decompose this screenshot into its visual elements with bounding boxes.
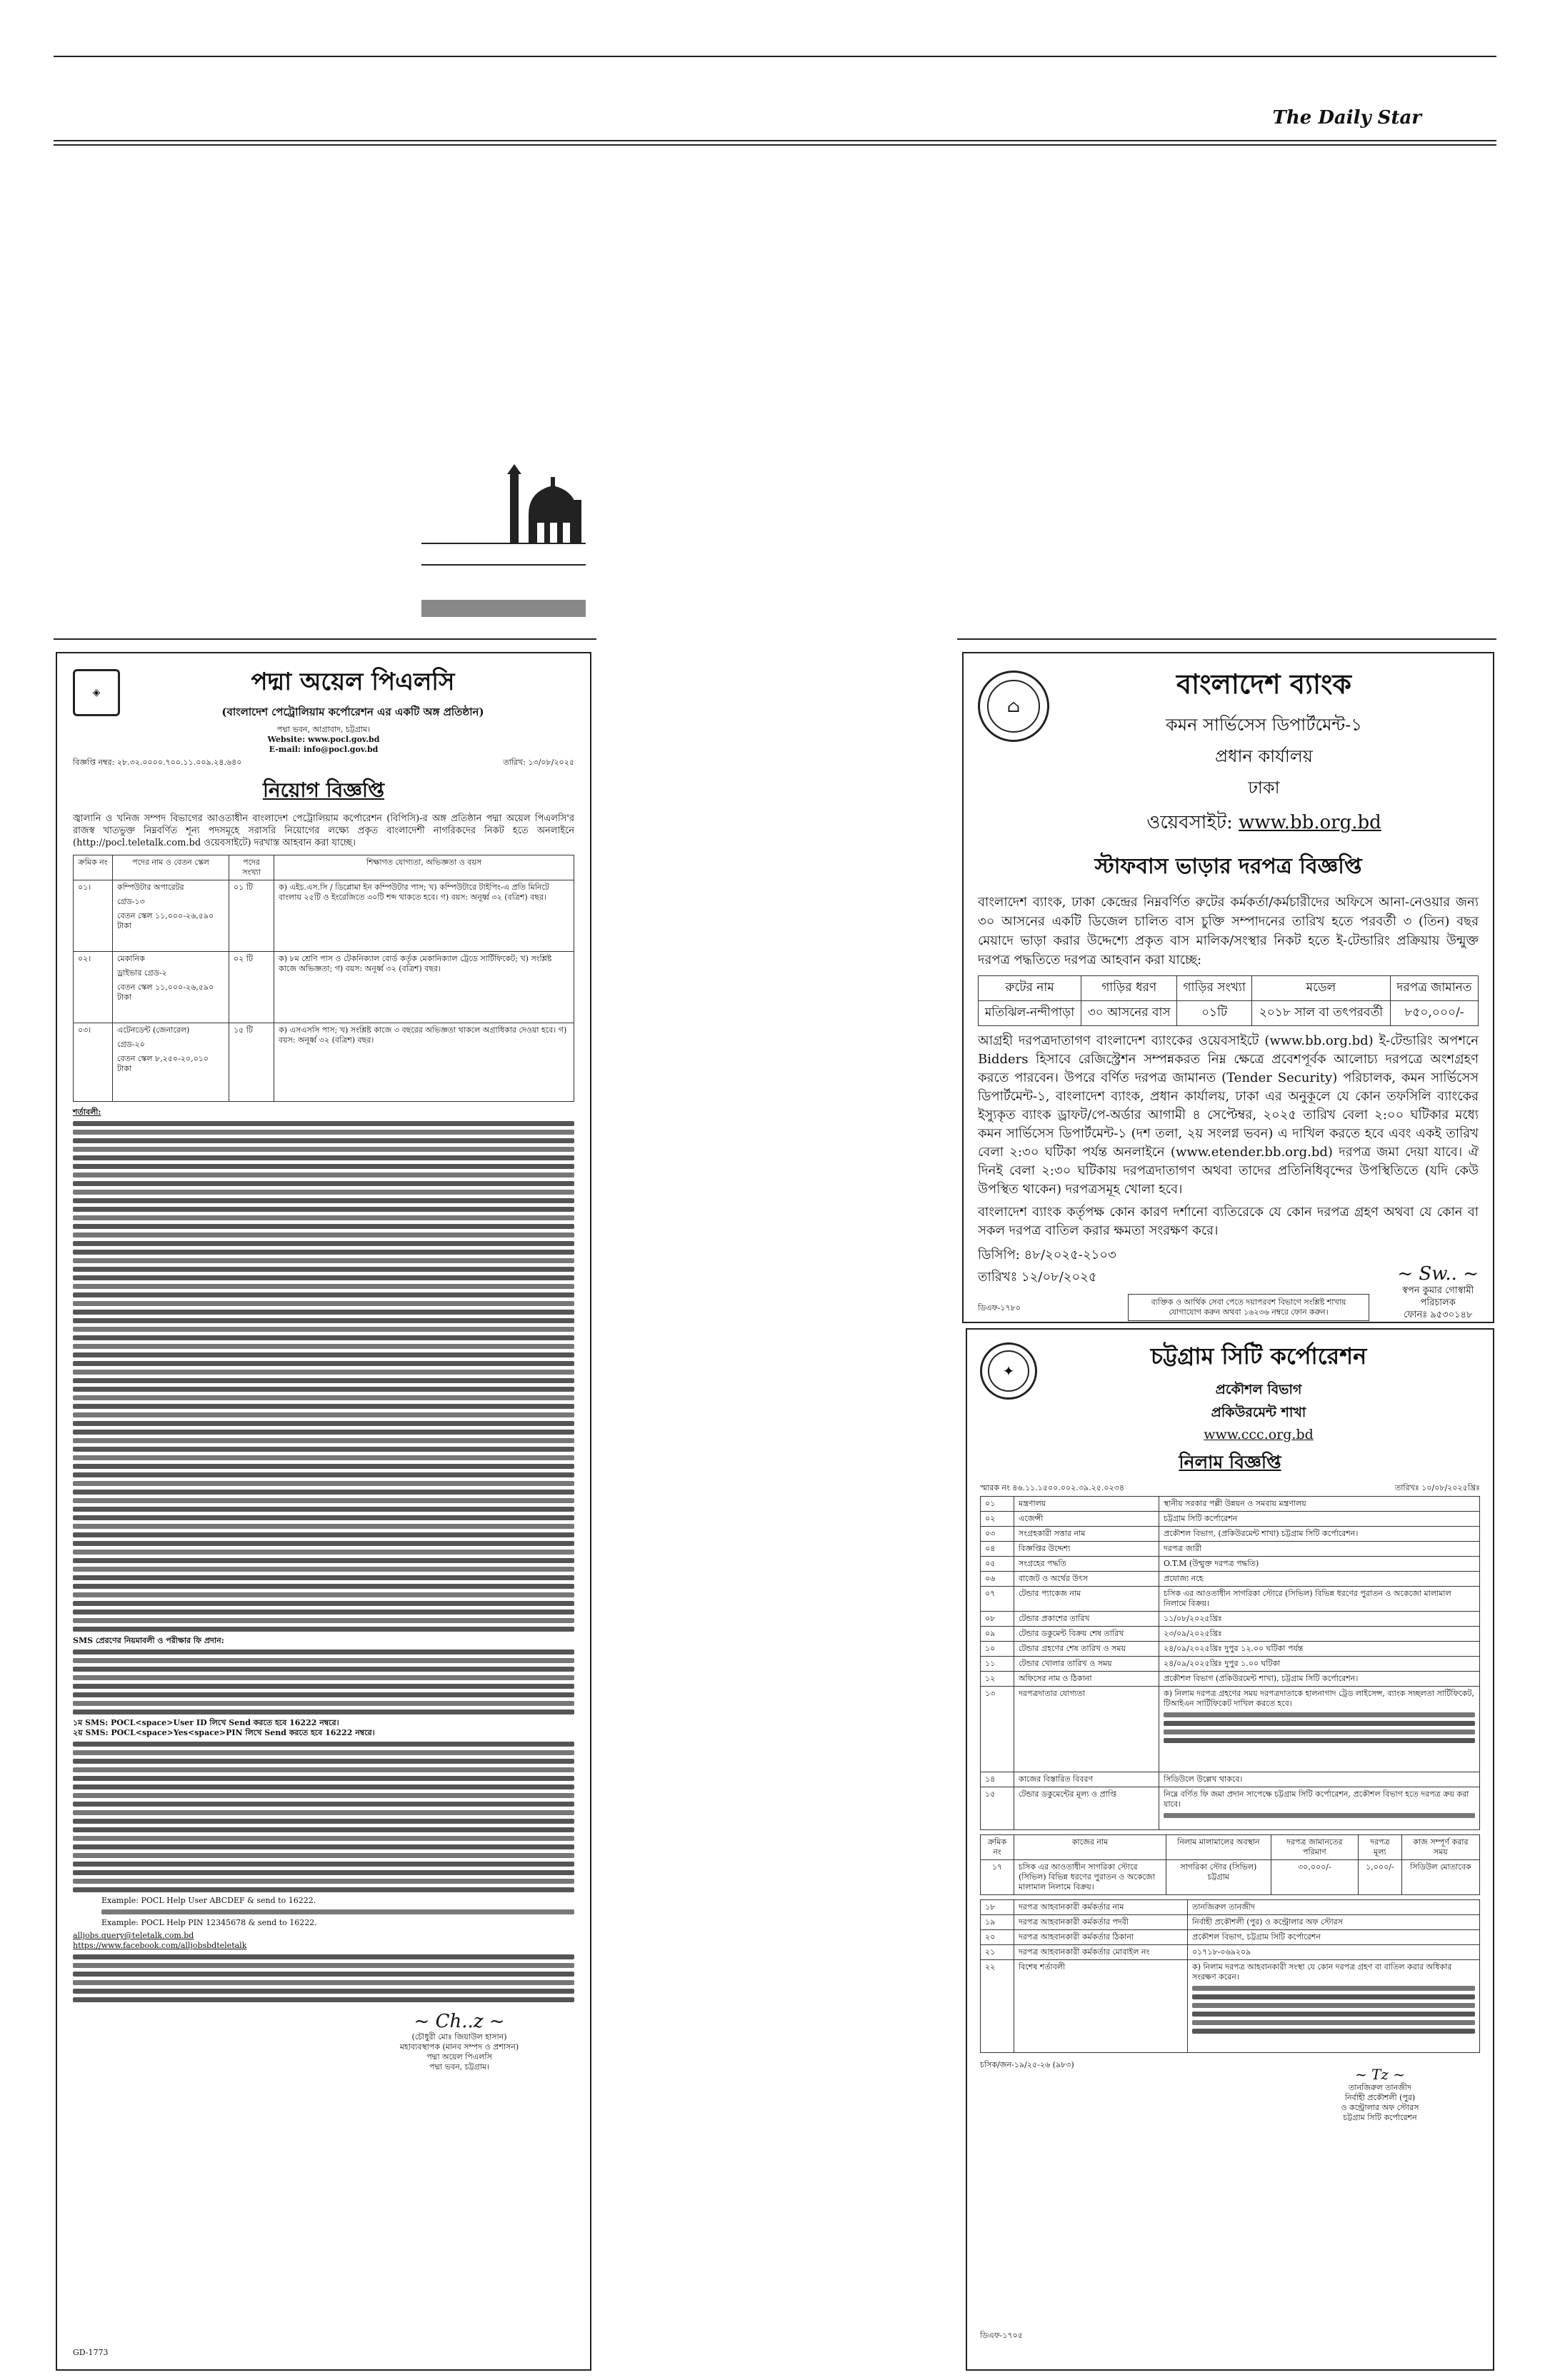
cell-label: দরপত্র আহবানকারী কর্মকর্তার ঠিকানা [1014, 1930, 1188, 1945]
pocl-date: তারিখ: ১৩/০৮/২০২৫ [503, 758, 574, 767]
ccc-signer-title: নির্বাহী প্রকৌশলী (পুর) [1344, 2093, 1416, 2102]
masthead-rule-2 [54, 144, 1496, 146]
cell-security: ৩০,০০০/- [1271, 1860, 1358, 1895]
cell-label: টেন্ডার ডকুমেন্ট বিক্রয় শেষ তারিখ [1014, 1627, 1159, 1642]
cell-value: ২৩/০৯/২০২৫খ্রিঃ [1159, 1627, 1480, 1642]
cell-value: দরপত্র জারী [1159, 1542, 1480, 1557]
bb-cell-model: ২০১৮ সাল বা তৎপরবর্তী [1251, 1001, 1390, 1026]
cell-label: টেন্ডার প্রকাশের তারিখ [1014, 1612, 1159, 1627]
table-row [981, 1687, 1480, 1772]
ccc-emblem-icon: ✦ [980, 1342, 1037, 1400]
newspaper-logo: The Daily Star [1272, 107, 1421, 129]
pocl-sms-line-2: ২য় SMS: POCL<space>Yes<space>PIN লিখে Send করতে হবে 16222 নম্বরে। [73, 1728, 375, 1737]
bb-ref: ডিসিপি: ৪৮/২০২৫-২১০৩ [978, 1247, 1116, 1262]
cell-value: নির্বাহী প্রকৌশলী (পুর) ও কন্ট্রোলার অফ স্টোরস [1188, 1915, 1480, 1930]
ccc-dept: প্রকৌশল বিভাগ [1215, 1382, 1302, 1397]
cell-sl: ০১ [981, 1497, 1014, 1512]
cell-value: চসিক এর আওতাধীন সাগরিকা স্টোরে (সিভিল) বিভিন্ন ধরণের পুরাতন ও অকেজো মালামাল নিলামে বিক্রয়। [1159, 1587, 1480, 1612]
pocl-email: E-mail: info@pocl.gov.bd [269, 745, 379, 754]
cell-sl: ০৫ [981, 1557, 1014, 1572]
table-row [981, 1672, 1480, 1687]
ccc-signer-name: তানজিরুল তানজীদ [1349, 2083, 1411, 2092]
grey-band [421, 600, 586, 617]
cell-sl: ১৯ [981, 1915, 1014, 1930]
pocl-signature-block [344, 2011, 574, 2072]
bb-cell-security: ৮৫০,০০০/- [1390, 1001, 1478, 1026]
table-row [981, 1657, 1480, 1672]
cell-sl: ০৬ [981, 1572, 1014, 1587]
cell-sl: ১২ [981, 1672, 1014, 1687]
cell-value: তানজিরুল তানজীদ [1188, 1900, 1480, 1915]
signature-icon: ~ Tz ~ [1354, 2066, 1406, 2083]
cell-label: মন্ত্রণালয় [1014, 1497, 1159, 1512]
pocl-th-post: পদের নাম ও বেতন স্কেল [113, 855, 229, 880]
pocl-signer-name: (চৌধুরী মোঃ জিয়াউল হাসান) [411, 2032, 507, 2042]
bb-office: প্রধান কার্যালয় [1215, 746, 1313, 766]
ccc-signer-title2: ও কন্ট্রোলার অফ স্টোরস [1341, 2103, 1419, 2112]
cell-price: ১,০০০/- [1359, 1860, 1402, 1895]
cell-value: O.T.M (উন্মুক্ত দরপত্র পদ্ধতি) [1159, 1557, 1480, 1572]
cell-label: টেন্ডার প্যাকেজ নাম [1014, 1587, 1159, 1612]
bb-para-2: আগ্রহী দরপত্রদাতাগণ বাংলাদেশ ব্যাংকের ওয়েবসাইটে (www.bb.org.bd) ই-টেন্ডারিং অপশনে Bidders হিসাবে রেজিস্ট্রেশন সম্পন্নকরত নিম্ন ক্ষেত্রে প্রবেশপূর্বক আলোচ্য দরপত্রে অংশগ্রহণ করতে পারবেন। উপরে বর্ণিত দরপত্র জামানত (Tender Security) পরিচালক, কমন সার্ভিসেস ডিপার্টমেন্ট-১, বাংলাদেশ ব্যাংক, প্রধান কার্যালয়, ঢাকা এর অনুকূলে যে কোন তফসিলি ব্যাংকের ইস্যুকৃত ব্যাংক ড্রাফট/পে-অর্ডার আগামী ৪ সেপ্টেম্বর, ২০২৫ তারিখ বেলা ২:০০ ঘটিকার মধ্যে কমন সার্ভিসেস ডিপার্টমেন্ট-১ (দশ তলা, ২য় সংলগ্ন ভবন) এ দাখিল করতে হবে এবং একই তারিখ বেলা ২:৩০ ঘটিকা পর্যন্ত অনলাইনে (www.etender.bb.org.bd) দরপত্র জমা দেয়া যাবে। ঐ দিনই বেলা ২:৩০ ঘটিকায় দরপত্রদাতাগণ অথবা তাদের প্রতিনিধিবৃন্দের উপস্থিতিতে (যদি কেউ উপস্থিত থাকেন) দরপত্রসমূহ খোলা হবে। [978, 1033, 1479, 1197]
ccc-th-sl: ক্রমিক নং [981, 1835, 1014, 1860]
bb-dept: কমন সার্ভিসেস ডিপার্টমেন্ট-১ [1165, 715, 1362, 735]
table-row [74, 1023, 574, 1102]
bb-heading: স্টাফবাস ভাড়ার দরপত্র বিজ্ঞপ্তি [1094, 854, 1362, 879]
table-row [981, 1627, 1480, 1642]
table-row [979, 1001, 1479, 1026]
cell-label: বাজেট ও অর্থের উৎস [1014, 1572, 1159, 1587]
cell-sl: ০৪ [981, 1542, 1014, 1557]
cell-label: টেন্ডার গ্রহণের শেষ তারিখ ও সময় [1014, 1642, 1159, 1657]
pocl-final-text [73, 1954, 574, 2002]
column-rule-b [421, 564, 586, 566]
cell-label: দরপত্র আহবানকারী কর্মকর্তার মোবাইল নং [1014, 1945, 1188, 1960]
bb-th-type: গাড়ির ধরণ [1081, 976, 1177, 1001]
cell-sl: ২২ [981, 1960, 1014, 2053]
top-rule [54, 56, 1496, 57]
cell-label: অফিসের নাম ও ঠিকানা [1014, 1672, 1159, 1687]
bb-title: বাংলাদেশ ব্যাংক [1176, 668, 1351, 700]
cell-value-text: ক) নিলাম দরপত্র গ্রহণের সময় দরপত্রদাতাকে হালনাগাদ ট্রেড লাইসেন্স, ব্যাংক সচ্ছলতা সার্টিফিকেট, টিআইএন সার্টিফিকেট দাখিল করতে হবে। [1164, 1689, 1474, 1708]
masthead-rule-1 [54, 140, 1496, 141]
post-scale: বেতন স্কেল ১১,০০০-২৬,৫৯০ টাকা [117, 983, 214, 1002]
cell-sl: ১১ [981, 1657, 1014, 1672]
cell-location: সাগরিকা স্টোর (সিভিল) চট্টগ্রাম [1166, 1860, 1271, 1895]
bb-cell-count: ০১টি [1177, 1001, 1252, 1026]
cell-value [1159, 1787, 1480, 1830]
cell-value: ০১৭১৮-০৬৯২০৯ [1188, 1945, 1480, 1960]
ccc-th-location: নিলাম মালামালের অবস্থান [1166, 1835, 1271, 1860]
table-row [74, 952, 574, 1023]
ccc-heading: নিলাম বিজ্ঞপ্তি [1179, 1452, 1281, 1472]
pocl-th-count: পদের সংখ্যা [229, 855, 274, 880]
table-row [74, 880, 574, 952]
ccc-th-time: কাজ সম্পূর্ণ করার সময় [1401, 1835, 1479, 1860]
ccc-website[interactable]: www.ccc.org.bd [1204, 1427, 1314, 1442]
table-row [981, 1587, 1480, 1612]
table-row [981, 1542, 1480, 1557]
ccc-th-price: দরপত্র মূল্য [1359, 1835, 1402, 1860]
cell-value: সিডিউলে উল্লেখ থাকবে। [1159, 1772, 1480, 1787]
post-scale: বেতন স্কেল ৮,২৫০-২০,০১০ টাকা [117, 1054, 209, 1073]
post-name: এটেনডেন্ট (জেনারেল) [117, 1025, 190, 1035]
row-sl: ০৩। [74, 1023, 113, 1102]
table-row [981, 1915, 1480, 1930]
bb-signer-title: পরিচালক [1420, 1297, 1456, 1308]
cell-value: প্রকৌশল বিভাগ, (প্রকিউরমেন্ট শাখা) চট্টগ্রাম সিটি কর্পোরেশন। [1159, 1527, 1480, 1542]
bb-boxed-note: ব্যক্তিক ও আর্থিক সেবা পেতে দয়াপরবশ বিভাগে সংশ্লিষ্ট শাখায় যোগাযোগ করুন অথবা ১৬২৩৬ নম্বরে ফোন করুন। [1128, 1294, 1369, 1321]
pocl-fee-text [73, 1742, 574, 1892]
pocl-gd-no: GD-1773 [73, 2348, 109, 2357]
cell-value: চট্টগ্রাম সিটি কর্পোরেশন [1159, 1512, 1480, 1527]
pocl-th-sl: ক্রমিক নং [74, 855, 113, 880]
table-row [981, 1772, 1480, 1787]
cell-sl: ০৯ [981, 1627, 1014, 1642]
bb-cell-type: ৩০ আসনের বাস [1081, 1001, 1177, 1026]
pocl-conditions-text [73, 1121, 574, 1632]
cell-label: টেন্ডার ডকুমেন্টের মূল্য ও প্রাপ্তি [1014, 1787, 1159, 1830]
cell-value: স্থানীয় সরকার পল্লী উন্নয়ন ও সমবায় মন্ত্রণালয় [1159, 1497, 1480, 1512]
bb-city: ঢাকা [1248, 778, 1280, 798]
pocl-intro: জ্বালানি ও খনিজ সম্পদ বিভাগের আওতাধীন বাংলাদেশ পেট্রোলিয়াম কর্পোরেশন (বিপিসি)-র অঙ্গ প্রতিষ্ঠান পদ্মা অয়েল পিএলসি'র রাজস্ব খাতভুক্ত নিম্নবর্ণিত শূন্য পদসমূহে সরাসরি নিয়োগের লক্ষ্যে প্রকৃত বাংলাদেশী নাগরিকদের নিকট হতে অনলাইনে (http://pocl.teletalk.com.bd ওয়েবসাইটে) দরখাস্ত আহবান করা যাচ্ছে। [73, 813, 574, 848]
mosque-icon [500, 464, 593, 546]
pocl-signer-org: পদ্মা অয়েল পিএলসি [426, 2052, 492, 2062]
post-grade: গ্রেড-১৩ [117, 897, 145, 906]
row-count: ১৫ টি [229, 1023, 274, 1102]
cell-value [1188, 1960, 1480, 2053]
table-row [981, 1945, 1480, 1960]
pocl-address: পদ্মা ভবন, আগ্রাবাদ, চট্টগ্রাম। [276, 725, 371, 734]
cell-label: সংগ্রহকারী সত্তার নাম [1014, 1527, 1159, 1542]
bb-para-3: বাংলাদেশ ব্যাংক কর্তৃপক্ষ কোন কারণ দর্শানো ব্যতিরেকে যে কোন দরপত্র গ্রহণ অথবা যে কোন বা সকল দরপত্র বাতিল করার ক্ষমতা সংরক্ষণ করে। [978, 1205, 1479, 1238]
table-row [981, 1497, 1480, 1512]
table-row [981, 1557, 1480, 1572]
post-grade: ড্রাইভার গ্রেড-২ [117, 968, 167, 978]
ccc-signer-org: চট্টগ্রাম সিটি কর্পোরেশন [1343, 2113, 1417, 2122]
cell-sl: ২০ [981, 1930, 1014, 1945]
pocl-th-qual: শিক্ষাগত যোগ্যতা, অভিজ্ঞতা ও বয়স [274, 855, 574, 880]
row-sl: ০১। [74, 880, 113, 952]
bb-signer-name: স্বপন কুমার গোস্বামী [1402, 1285, 1474, 1296]
pocl-contact-fb[interactable]: https://www.facebook.com/alljobsbdteletalk [73, 1941, 247, 1950]
ccc-work-table [980, 1834, 1480, 1895]
signature-icon: ~ Ch..z ~ [414, 2011, 505, 2032]
row-post [113, 952, 229, 1023]
bb-th-route: রুটের নাম [979, 976, 1081, 1001]
bangladesh-bank-notice [962, 652, 1494, 1323]
post-name: কম্পিউটার অপারেটর [117, 883, 184, 892]
cell-label: টেন্ডার খোলার তারিখ ও সময় [1014, 1657, 1159, 1672]
table-row [981, 1900, 1480, 1915]
row-post [113, 1023, 229, 1102]
cell-label: দরপত্র আহবানকারী কর্মকর্তার পদবী [1014, 1915, 1188, 1930]
cell-sl: ১৭ [981, 1860, 1014, 1895]
row-post [113, 880, 229, 952]
row-count: ০২ টি [229, 952, 274, 1023]
cell-value: প্রযোজ্য নহে [1159, 1572, 1480, 1587]
row-qual: ক) ৮ম শ্রেণি পাস ও টেকনিক্যাল বোর্ড কর্তৃক মেকানিক্যাল ট্রেডে সার্টিফিকেট; খ) সংশ্লিষ্ট কাজে অভিজ্ঞতা; গ) বয়স: অনূর্ধ্ব ৩২ (বত্রিশ) বছর। [274, 952, 574, 1023]
ccc-info-table [980, 1496, 1480, 1830]
pocl-memo: বিজ্ঞপ্তি নম্বর: ২৮.৩২.০০০০.৭০০.১১.০০৯.২৪.৬৪০ [73, 758, 242, 767]
cell-value-text: ক) নিলাম দরপত্র আহবানকারী সংস্থা যে কোন দরপত্র গ্রহণ বা বাতিল করার অধিকার সংরক্ষণ করেন। [1192, 1962, 1452, 1982]
cell-sl: ১০ [981, 1642, 1014, 1657]
cell-time: সিডিউল মোতাবেক [1401, 1860, 1479, 1895]
table-row [981, 1787, 1480, 1830]
pocl-sms-text [73, 1650, 574, 1714]
cell-value-text: নিম্নে বর্ণিত ফি জমা প্রদান সাপেক্ষে চট্টগ্রাম সিটি কর্পোরেশন, প্রকৌশল বিভাগ হতে দরপত্র ক্রয় করা যাবে। [1164, 1789, 1469, 1809]
ccc-branch: প্রকিউরমেন্ট শাখা [1211, 1405, 1306, 1420]
table-row [981, 1960, 1480, 2053]
cell-label: সংগ্রহের পদ্ধতি [1014, 1557, 1159, 1572]
bb-ref-date: তারিখঃ ১২/০৮/২০২৫ [978, 1270, 1097, 1285]
pocl-sms-label: SMS প্রেরণের নিয়মাবলী ও পরীক্ষার ফি প্রদান: [73, 1636, 224, 1645]
pocl-sms-line-1: ১ম SMS: POCL<space>User ID লিখে Send করতে হবে 16222 নম্বরে। [73, 1718, 339, 1727]
pocl-vacancy-table [73, 855, 574, 1102]
bb-th-model: মডেল [1251, 976, 1390, 1001]
cell-label: বিজ্ঞপ্তির উদ্দেশ্য [1014, 1542, 1159, 1557]
ccc-th-security: দরপত্র জামানতের পরিমাণ [1271, 1835, 1358, 1860]
bb-route-table [978, 975, 1479, 1026]
cell-label: বিশেষ শর্তাবলী [1014, 1960, 1188, 2053]
row-count: ০১ টি [229, 880, 274, 952]
pocl-signer-place: পদ্মা ভবন, চট্টগ্রাম। [429, 2062, 490, 2072]
pocl-signer-title: মহাব্যবস্থাপক (মানব সম্পদ ও প্রশাসন) [399, 2042, 519, 2052]
right-section-rule [957, 638, 1496, 640]
cell-value [1159, 1687, 1480, 1772]
bb-cell-route: মতিঝিল-নন্দীপাড়া [979, 1001, 1081, 1026]
padma-oil-notice [56, 652, 591, 2371]
cell-value: ২৪/০৯/২০২৫খ্রিঃ দুপুর ১.০০ ঘটিকা [1159, 1657, 1480, 1672]
cell-sl: ২১ [981, 1945, 1014, 1960]
cell-sl: ০৩ [981, 1527, 1014, 1542]
row-sl: ০২। [74, 952, 113, 1023]
table-row [981, 1930, 1480, 1945]
table-row [981, 1642, 1480, 1657]
row-qual: ক) এইচ.এস.সি / ডিপ্লোমা ইন কম্পিউটার পাস; খ) কম্পিউটারে টাইপিং-এ প্রতি মিনিটে বাংলায় ২৫টি ও ইংরেজিতে ৩০টি শব্দ থাকতে হবে। গ) বয়স: অনূর্ধ্ব ৩২ (বত্রিশ) বছর। [274, 880, 574, 952]
cell-label: এজেন্সী [1014, 1512, 1159, 1527]
table-row [981, 1860, 1480, 1895]
cell-label: দরপত্র আহবানকারী কর্মকর্তার নাম [1014, 1900, 1188, 1915]
left-section-rule [54, 638, 596, 640]
post-scale: বেতন স্কেল ১১,০০০-২৬,৫৯০ টাকা [117, 911, 214, 930]
cell-label: দরপত্রদাতার যোগ্যতা [1014, 1687, 1159, 1772]
cell-sl: ১৪ [981, 1772, 1014, 1787]
ccc-signature-block [1280, 2066, 1480, 2123]
ccc-th-work: কাজের নাম [1014, 1835, 1166, 1860]
pocl-contact-email[interactable]: alljobs.query@teletalk.com.bd [73, 1931, 194, 1940]
post-grade: গ্রেড-২০ [117, 1040, 145, 1049]
row-qual: ক) এসএসসি পাস; খ) সংশ্লিষ্ট কাজে ৩ বছরের অভিজ্ঞতা থাকলে অগ্রাধিকার দেওয়া হবে। গ) বয়স: অনূর্ধ্ব ৩২ (বত্রিশ) বছর। [274, 1023, 574, 1102]
cell-value: ২৪/০৯/২০২৫খ্রিঃ দুপুর ১২.০০ ঘটিকা পর্যন্ত [1159, 1642, 1480, 1657]
table-row [981, 1527, 1480, 1542]
bb-th-count: গাড়ির সংখ্যা [1177, 976, 1252, 1001]
pocl-conditions-label: শর্তাবলী: [73, 1108, 101, 1117]
pocl-title: পদ্মা অয়েল পিএলসি [251, 668, 455, 696]
pocl-logo-icon: ◈ [73, 669, 120, 716]
cell-work: চসিক এর আওতাধীন সাগরিকা স্টোরে (সিভিল) বিভিন্ন ধরণের পুরাতন ও অকেজো মালামাল নিলামে বিক্রয়। [1014, 1860, 1166, 1895]
cell-sl: ০৭ [981, 1587, 1014, 1612]
bb-emblem-icon: ⌂ [978, 671, 1049, 742]
bb-th-security: দরপত্র জামানত [1390, 976, 1478, 1001]
pocl-heading: নিয়োগ বিজ্ঞপ্তি [262, 778, 385, 802]
cell-value: প্রকৌশল বিভাগ (প্রকিউরমেন্ট শাখা), চট্টগ্রাম সিটি কর্পোরেশন। [1159, 1672, 1480, 1687]
ccc-footer-ref: চসিক/জন-১৯/২৫-২৬ (৯৮৩) [980, 2060, 1074, 2069]
bb-dfp: ডিএফ-১৭৮০ [978, 1303, 1021, 1312]
ccc-official-table [980, 1899, 1480, 2053]
ccc-title: চট্টগ্রাম সিটি কর্পোরেশন [1150, 1342, 1367, 1370]
ccc-date: তারিখঃ ১০/০৮/২০২৫খ্রিঃ [1394, 1483, 1480, 1492]
cell-value: ১১/০৮/২০২৫খ্রিঃ [1159, 1612, 1480, 1627]
pocl-website: Website: www.pocl.gov.bd [267, 735, 380, 744]
ccc-memo: স্মারক নং ৪৬.১১.১৫০০.০০২.৩৯.২৫.০২৩৪ [980, 1483, 1124, 1492]
table-row [981, 1512, 1480, 1527]
pocl-help-line-2: Example: POCL Help PIN 12345678 & send to 16222. [101, 1918, 317, 1927]
cell-sl: ১৫ [981, 1787, 1014, 1830]
cell-label: কাজের বিস্তারিত বিবরণ [1014, 1772, 1159, 1787]
signature-icon: ~ Sw.. ~ [1397, 1263, 1479, 1285]
ccc-dfp: ডিএফ-১৭০৫ [980, 2331, 1023, 2340]
column-rule-a [421, 543, 586, 544]
bb-website-label: ওয়েবসাইট: [1146, 812, 1233, 833]
cell-sl: ১৮ [981, 1900, 1014, 1915]
bb-website[interactable]: www.bb.org.bd [1239, 812, 1381, 833]
cell-value: প্রকৌশল বিভাগ, চট্টগ্রাম সিটি কর্পোরেশন [1188, 1930, 1480, 1945]
cell-sl: ১৩ [981, 1687, 1014, 1772]
table-row [981, 1612, 1480, 1627]
cell-sl: ০২ [981, 1512, 1014, 1527]
pocl-subtitle: (বাংলাদেশ পেট্রোলিয়াম কর্পোরেশন এর একটি অঙ্গ প্রতিষ্ঠান) [221, 706, 484, 718]
bb-intro: বাংলাদেশ ব্যাংক, ঢাকা কেন্দ্রের নিম্নবর্ণিত রুটের কর্মকর্তা/কর্মচারীদের অফিসে আনা-নেওয়ার জন্য ৩০ আসনের একটি ডিজেল চালিত বাস চুক্তি সম্পাদনের তারিখ হতে পরবর্তী ৩ (তিন) বছর মেয়াদে ভাড়া করার উদ্দেশ্যে প্রকৃত বাস মালিক/সংস্থার নিকট হতে ই-টেন্ডারিং প্রক্রিয়ায় উন্মুক্ত দরপত্র পদ্ধতিতে দরপত্র আহবান করা যাচ্ছে: [978, 895, 1479, 968]
bb-signer-phone: ফোনঃ ৯৫৩০১৪৮ [1403, 1310, 1473, 1320]
cell-sl: ০৮ [981, 1612, 1014, 1627]
ccc-notice [966, 1328, 1494, 2371]
table-row [981, 1572, 1480, 1587]
post-name: মেকানিক [117, 954, 145, 963]
pocl-help-line-1: Example: POCL Help User ABCDEF & send to 16222. [101, 1896, 316, 1905]
